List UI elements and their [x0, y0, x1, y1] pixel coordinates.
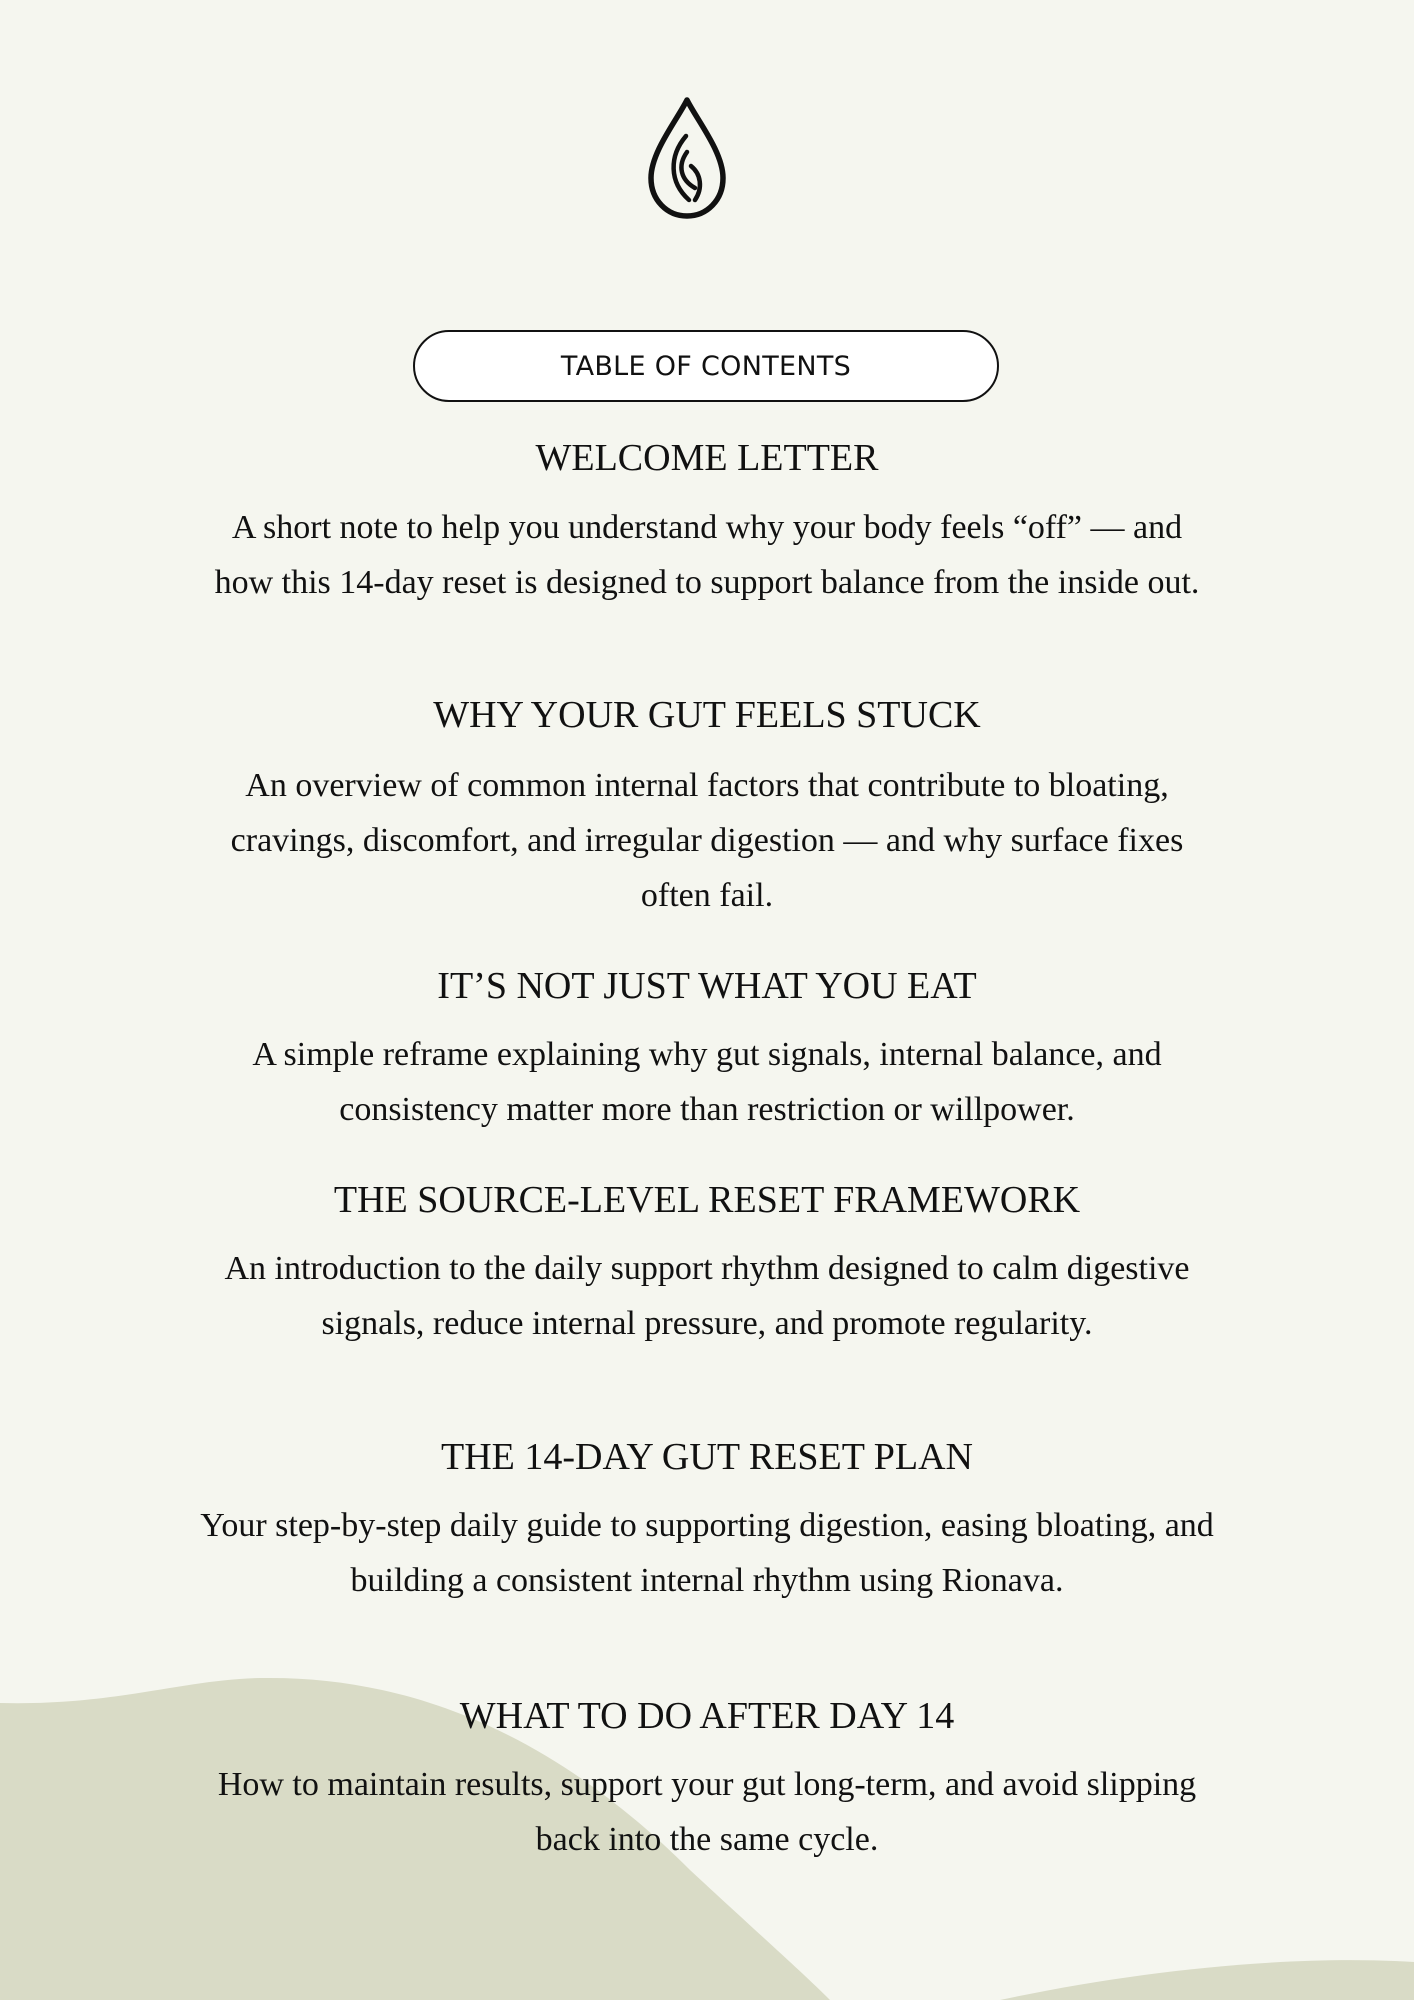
entry-title-not-just-what-you-eat: IT’S NOT JUST WHAT YOU EAT: [437, 965, 977, 1007]
entry-title-reset-framework: THE SOURCE-LEVEL RESET FRAMEWORK: [333, 1179, 1081, 1221]
entry-title-14-day-plan: THE 14-DAY GUT RESET PLAN: [440, 1436, 974, 1478]
entry-description-gut-feels-stuck: An overview of common internal factors that contribute to bloating, cravings, discomfort, and irregular digestion — and why surface fixes often fail.: [230, 767, 1184, 914]
entry-description-14-day-plan: Your step-by-step daily guide to supporting digestion, easing bloating, and building a consistent internal rhythm using Rionava.: [200, 1507, 1214, 1599]
entry-description-after-day-14: How to maintain results, support your gut long-term, and avoid slipping back into the same cycle.: [217, 1766, 1197, 1858]
entry-title-welcome-letter: WELCOME LETTER: [535, 437, 879, 479]
water-drop-leaf-icon: [647, 96, 727, 220]
entry-description-not-just-what-you-eat: A simple reframe explaining why gut signals, internal balance, and consistency matter more than restriction or willpower.: [252, 1036, 1162, 1128]
entry-title-after-day-14: WHAT TO DO AFTER DAY 14: [459, 1695, 955, 1737]
entry-description-reset-framework: An introduction to the daily support rhythm designed to calm digestive signals, reduce internal pressure, and promote regularity.: [224, 1250, 1190, 1342]
entry-description-welcome-letter: A short note to help you understand why your body feels “off” — and how this 14-day reset is designed to support balance from the inside out.: [214, 509, 1200, 601]
entry-title-gut-feels-stuck: WHY YOUR GUT FEELS STUCK: [433, 694, 981, 736]
table-of-contents-label: TABLE OF CONTENTS: [413, 330, 999, 402]
